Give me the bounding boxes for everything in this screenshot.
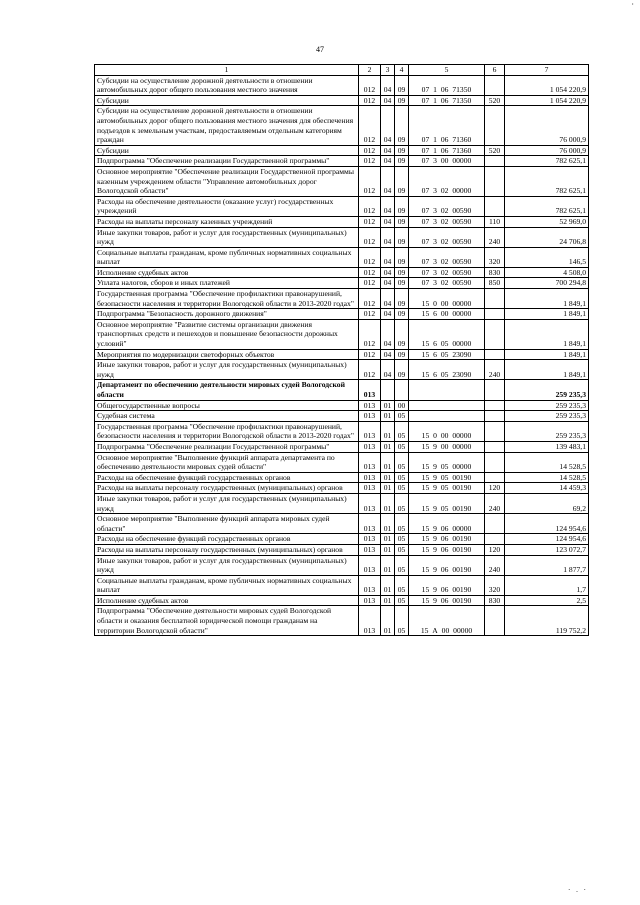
cell-sum: 14 459,3 (505, 483, 589, 494)
table-row (95, 166, 589, 196)
table-row (95, 575, 589, 595)
cell-ved: 012 (359, 247, 381, 267)
cell-ved: 013 (359, 493, 381, 513)
cell-ved: 013 (359, 544, 381, 555)
cell-name: Социальные выплаты гражданам, кроме публичных нормативных социальных выплат (95, 575, 359, 595)
cell-target-article: 15 9 06 00000 (409, 514, 485, 534)
table-row (95, 75, 589, 95)
cell-razdel: 01 (381, 606, 395, 636)
cell-ved: 012 (359, 267, 381, 278)
cell-name: Расходы на обеспечение функций государственных органов (95, 472, 359, 483)
cell-razdel: 04 (381, 145, 395, 156)
cell-razdel: 04 (381, 278, 395, 289)
cell-ved: 012 (359, 319, 381, 349)
table-header (95, 65, 589, 76)
cell-razdel: 04 (381, 75, 395, 95)
cell-ved: 013 (359, 595, 381, 606)
cell-razdel: 01 (381, 575, 395, 595)
table-row (95, 606, 589, 636)
cell-target-article: 15 9 06 00190 (409, 575, 485, 595)
cell-target-article (409, 400, 485, 411)
cell-name: Департамент по обеспечению деятельности мировых судей Вологодской области (95, 380, 359, 400)
header-col-5: 5 (409, 65, 485, 76)
cell-sum: 124 954,6 (505, 534, 589, 545)
cell-sum: 1 849,1 (505, 360, 589, 380)
cell-sum: 259 235,3 (505, 400, 589, 411)
cell-sum: 1,7 (505, 575, 589, 595)
cell-ved: 013 (359, 452, 381, 472)
cell-sum: 1 849,1 (505, 319, 589, 349)
cell-target-article: 07 3 02 00000 (409, 166, 485, 196)
cell-target-article: 15 9 06 00190 (409, 555, 485, 575)
cell-name: Социальные выплаты гражданам, кроме публичных нормативных социальных выплат (95, 247, 359, 267)
cell-target-article: 07 3 02 00590 (409, 278, 485, 289)
header-col-3: 3 (381, 65, 395, 76)
cell-ved: 013 (359, 575, 381, 595)
cell-razdel: 04 (381, 156, 395, 167)
cell-name: Исполнение судебных актов (95, 267, 359, 278)
cell-ved: 012 (359, 166, 381, 196)
cell-sum: 1 849,1 (505, 289, 589, 309)
cell-expense-type: 240 (485, 227, 505, 247)
cell-expense-type (485, 411, 505, 422)
corner-mark: · (631, 0, 634, 9)
cell-razdel: 01 (381, 472, 395, 483)
cell-podrazdel: 05 (395, 493, 409, 513)
cell-expense-type (485, 421, 505, 441)
header-col-7: 7 (505, 65, 589, 76)
cell-sum: 124 954,6 (505, 514, 589, 534)
cell-podrazdel: 05 (395, 534, 409, 545)
cell-ved: 013 (359, 514, 381, 534)
cell-podrazdel: 05 (395, 421, 409, 441)
table-row (95, 472, 589, 483)
cell-target-article: 07 1 06 71350 (409, 75, 485, 95)
cell-name: Иные закупки товаров, работ и услуг для государственных (муниципальных) нужд (95, 227, 359, 247)
table-row (95, 441, 589, 452)
cell-expense-type: 240 (485, 555, 505, 575)
cell-name: Расходы на обеспечение функций государственных органов (95, 534, 359, 545)
cell-ved: 012 (359, 289, 381, 309)
cell-sum: 4 508,0 (505, 267, 589, 278)
cell-podrazdel: 05 (395, 555, 409, 575)
cell-ved: 013 (359, 555, 381, 575)
cell-target-article: 07 3 02 00590 (409, 196, 485, 216)
cell-razdel: 04 (381, 196, 395, 216)
cell-razdel: 04 (381, 267, 395, 278)
cell-name: Субсидии (95, 95, 359, 106)
cell-target-article: 07 3 00 00000 (409, 156, 485, 167)
cell-razdel: 04 (381, 289, 395, 309)
cell-ved: 013 (359, 606, 381, 636)
cell-target-article: 15 9 06 00190 (409, 544, 485, 555)
cell-ved: 012 (359, 75, 381, 95)
header-col-2: 2 (359, 65, 381, 76)
cell-razdel: 01 (381, 411, 395, 422)
cell-ved: 013 (359, 380, 381, 400)
cell-razdel: 04 (381, 95, 395, 106)
cell-razdel: 01 (381, 483, 395, 494)
cell-target-article (409, 411, 485, 422)
cell-podrazdel: 05 (395, 544, 409, 555)
cell-ved: 012 (359, 360, 381, 380)
cell-sum: 1 877,7 (505, 555, 589, 575)
table-row (95, 514, 589, 534)
cell-ved: 012 (359, 349, 381, 360)
cell-target-article: 07 3 02 00590 (409, 216, 485, 227)
table-row (95, 289, 589, 309)
cell-expense-type: 240 (485, 360, 505, 380)
cell-podrazdel: 09 (395, 95, 409, 106)
cell-target-article: 15 6 05 00000 (409, 319, 485, 349)
cell-ved: 012 (359, 216, 381, 227)
cell-razdel: 04 (381, 166, 395, 196)
cell-name: Подпрограмма "Обеспечение реализации Государственной программы" (95, 156, 359, 167)
cell-expense-type (485, 166, 505, 196)
cell-ved: 013 (359, 483, 381, 494)
header-col-6: 6 (485, 65, 505, 76)
cell-expense-type (485, 156, 505, 167)
cell-target-article: 07 3 02 00590 (409, 267, 485, 278)
cell-podrazdel: 05 (395, 452, 409, 472)
cell-target-article: 15 9 05 00190 (409, 472, 485, 483)
cell-sum: 259 235,3 (505, 421, 589, 441)
table-body (95, 75, 589, 636)
cell-expense-type (485, 196, 505, 216)
cell-target-article (409, 380, 485, 400)
cell-razdel: 01 (381, 421, 395, 441)
cell-sum: 1 849,1 (505, 349, 589, 360)
table-row (95, 196, 589, 216)
cell-razdel: 01 (381, 595, 395, 606)
cell-razdel: 04 (381, 216, 395, 227)
bottom-mark: · . · (568, 886, 588, 894)
cell-target-article: 15 9 05 00190 (409, 493, 485, 513)
cell-expense-type (485, 349, 505, 360)
cell-name: Мероприятия по модернизации светофорных объектов (95, 349, 359, 360)
page-number: 47 (316, 45, 324, 54)
table-row (95, 309, 589, 320)
table-row (95, 95, 589, 106)
cell-sum: 1 849,1 (505, 309, 589, 320)
cell-expense-type: 830 (485, 267, 505, 278)
table-row (95, 411, 589, 422)
budget-table (94, 64, 589, 636)
cell-target-article: 15 0 00 00000 (409, 421, 485, 441)
cell-razdel: 04 (381, 319, 395, 349)
cell-name: Основное мероприятие "Обеспечение реализации Государственной программы казенным учреждением области "Управление автомобильных дорог Вологодской области" (95, 166, 359, 196)
table-row (95, 247, 589, 267)
cell-expense-type: 320 (485, 575, 505, 595)
cell-sum: 14 528,5 (505, 472, 589, 483)
cell-expense-type: 320 (485, 247, 505, 267)
cell-razdel: 01 (381, 493, 395, 513)
cell-target-article: 15 А 00 00000 (409, 606, 485, 636)
cell-razdel: 04 (381, 247, 395, 267)
cell-expense-type (485, 75, 505, 95)
cell-expense-type (485, 452, 505, 472)
cell-podrazdel: 05 (395, 595, 409, 606)
cell-ved: 012 (359, 106, 381, 145)
cell-sum: 259 235,3 (505, 380, 589, 400)
cell-podrazdel: 09 (395, 106, 409, 145)
cell-podrazdel: 05 (395, 514, 409, 534)
cell-name: Субсидии на осуществление дорожной деятельности в отношении автомобильных дорог общего пользования местного значения для обеспечения подъездов к земельным участкам, предоставляемым отдельным категориям граждан (95, 106, 359, 145)
cell-expense-type (485, 441, 505, 452)
cell-sum: 123 072,7 (505, 544, 589, 555)
cell-target-article: 15 6 00 00000 (409, 309, 485, 320)
cell-name: Иные закупки товаров, работ и услуг для государственных (муниципальных) нужд (95, 555, 359, 575)
cell-razdel: 04 (381, 349, 395, 360)
cell-expense-type (485, 309, 505, 320)
cell-sum: 700 294,8 (505, 278, 589, 289)
cell-name: Иные закупки товаров, работ и услуг для государственных (муниципальных) нужд (95, 360, 359, 380)
cell-podrazdel: 00 (395, 400, 409, 411)
cell-podrazdel: 09 (395, 267, 409, 278)
cell-name: Судебная система (95, 411, 359, 422)
cell-razdel: 01 (381, 534, 395, 545)
cell-name: Иные закупки товаров, работ и услуг для государственных (муниципальных) нужд (95, 493, 359, 513)
cell-podrazdel: 05 (395, 575, 409, 595)
cell-podrazdel: 09 (395, 247, 409, 267)
cell-sum: 2,5 (505, 595, 589, 606)
table-row (95, 349, 589, 360)
header-row (95, 65, 589, 76)
table-row (95, 156, 589, 167)
cell-target-article: 07 3 02 00590 (409, 247, 485, 267)
cell-ved: 013 (359, 472, 381, 483)
cell-name: Исполнение судебных актов (95, 595, 359, 606)
cell-expense-type: 110 (485, 216, 505, 227)
cell-expense-type (485, 400, 505, 411)
cell-target-article: 07 1 06 71360 (409, 106, 485, 145)
cell-target-article: 07 1 06 71360 (409, 145, 485, 156)
cell-sum: 139 483,1 (505, 441, 589, 452)
cell-ved: 012 (359, 156, 381, 167)
cell-razdel: 01 (381, 555, 395, 575)
cell-target-article: 15 9 05 00000 (409, 452, 485, 472)
cell-sum: 76 000,9 (505, 106, 589, 145)
cell-target-article: 15 0 00 00000 (409, 289, 485, 309)
cell-razdel: 04 (381, 309, 395, 320)
cell-podrazdel: 09 (395, 227, 409, 247)
cell-expense-type (485, 106, 505, 145)
cell-razdel: 04 (381, 106, 395, 145)
cell-name: Основное мероприятие "Выполнение функций аппарата департамента по обеспечению деятельности мировых судей области" (95, 452, 359, 472)
table-row (95, 267, 589, 278)
cell-target-article: 15 9 05 00190 (409, 483, 485, 494)
cell-ved: 012 (359, 227, 381, 247)
cell-expense-type: 830 (485, 595, 505, 606)
cell-sum: 782 625,1 (505, 156, 589, 167)
cell-podrazdel: 09 (395, 196, 409, 216)
cell-name: Государственная программа "Обеспечение профилактики правонарушений, безопасности населения и территории Вологодской области в 2013-2020 годах" (95, 421, 359, 441)
table-row (95, 106, 589, 145)
cell-target-article: 07 3 02 00590 (409, 227, 485, 247)
cell-name: Основное мероприятие "Развитие системы организации движения транспортных средств и пешеходов и повышение безопасности дорожных условий" (95, 319, 359, 349)
cell-expense-type (485, 534, 505, 545)
cell-sum: 1 054 220,9 (505, 95, 589, 106)
cell-name: Подпрограмма "Безопасность дорожного движения" (95, 309, 359, 320)
cell-razdel: 01 (381, 400, 395, 411)
cell-name: Уплата налогов, сборов и иных платежей (95, 278, 359, 289)
cell-target-article: 15 9 06 00190 (409, 534, 485, 545)
cell-podrazdel: 09 (395, 309, 409, 320)
table-row (95, 278, 589, 289)
cell-target-article: 15 6 05 23090 (409, 360, 485, 380)
cell-sum: 1 054 220,9 (505, 75, 589, 95)
cell-podrazdel: 09 (395, 145, 409, 156)
cell-expense-type: 850 (485, 278, 505, 289)
cell-podrazdel: 09 (395, 216, 409, 227)
table-row (95, 380, 589, 400)
cell-name: Подпрограмма "Обеспечение деятельности мировых судей Вологодской области и оказания бесплатной юридической помощи гражданам на территории Вологодской области" (95, 606, 359, 636)
header-col-1: 1 (95, 65, 359, 76)
cell-podrazdel: 09 (395, 75, 409, 95)
cell-ved: 012 (359, 145, 381, 156)
cell-expense-type (485, 289, 505, 309)
cell-target-article: 15 6 05 23090 (409, 349, 485, 360)
cell-name: Расходы на выплаты персоналу государственных (муниципальных) органов (95, 483, 359, 494)
cell-expense-type: 120 (485, 483, 505, 494)
cell-sum: 69,2 (505, 493, 589, 513)
table-row (95, 493, 589, 513)
cell-podrazdel: 09 (395, 289, 409, 309)
table-row (95, 227, 589, 247)
cell-ved: 013 (359, 441, 381, 452)
table-row (95, 595, 589, 606)
cell-razdel: 04 (381, 227, 395, 247)
cell-podrazdel: 05 (395, 411, 409, 422)
cell-target-article: 15 9 06 00190 (409, 595, 485, 606)
cell-expense-type (485, 319, 505, 349)
table-row (95, 452, 589, 472)
cell-ved: 012 (359, 196, 381, 216)
cell-razdel: 04 (381, 360, 395, 380)
cell-sum: 14 528,5 (505, 452, 589, 472)
table-row (95, 421, 589, 441)
header-col-4: 4 (395, 65, 409, 76)
table-row (95, 360, 589, 380)
cell-target-article: 07 1 06 71350 (409, 95, 485, 106)
cell-name: Государственная программа "Обеспечение профилактики правонарушений, безопасности населения и территории Вологодской области в 2013-2020 годах" (95, 289, 359, 309)
cell-expense-type (485, 606, 505, 636)
cell-podrazdel: 05 (395, 472, 409, 483)
table-row (95, 145, 589, 156)
cell-sum: 146,5 (505, 247, 589, 267)
cell-sum: 52 969,0 (505, 216, 589, 227)
cell-ved: 012 (359, 278, 381, 289)
table-row (95, 319, 589, 349)
cell-ved: 013 (359, 421, 381, 441)
cell-podrazdel: 09 (395, 349, 409, 360)
cell-name: Субсидии (95, 145, 359, 156)
cell-razdel: 01 (381, 452, 395, 472)
cell-name: Расходы на обеспечение деятельности (оказание услуг) государственных учреждений (95, 196, 359, 216)
cell-podrazdel: 09 (395, 156, 409, 167)
cell-target-article: 15 9 00 00000 (409, 441, 485, 452)
cell-sum: 782 625,1 (505, 166, 589, 196)
cell-ved: 013 (359, 411, 381, 422)
table-row (95, 483, 589, 494)
cell-expense-type (485, 380, 505, 400)
cell-name: Основное мероприятие "Выполнение функций аппарата мировых судей области" (95, 514, 359, 534)
cell-ved: 012 (359, 309, 381, 320)
cell-expense-type (485, 514, 505, 534)
cell-ved: 013 (359, 400, 381, 411)
cell-name: Расходы на выплаты персоналу государственных (муниципальных) органов (95, 544, 359, 555)
cell-razdel: 01 (381, 441, 395, 452)
cell-podrazdel (395, 380, 409, 400)
table-row (95, 544, 589, 555)
cell-name: Общегосударственные вопросы (95, 400, 359, 411)
cell-ved: 013 (359, 534, 381, 545)
cell-razdel (381, 380, 395, 400)
cell-sum: 76 000,9 (505, 145, 589, 156)
cell-podrazdel: 09 (395, 319, 409, 349)
cell-expense-type: 240 (485, 493, 505, 513)
table-row (95, 534, 589, 545)
cell-ved: 012 (359, 95, 381, 106)
cell-razdel: 01 (381, 544, 395, 555)
cell-name: Субсидии на осуществление дорожной деятельности в отношении автомобильных дорог общего пользования местного значения (95, 75, 359, 95)
cell-podrazdel: 05 (395, 606, 409, 636)
table-row (95, 216, 589, 227)
cell-name: Подпрограмма "Обеспечение реализации Государственной программы" (95, 441, 359, 452)
cell-podrazdel: 05 (395, 483, 409, 494)
cell-expense-type (485, 472, 505, 483)
cell-podrazdel: 09 (395, 278, 409, 289)
cell-podrazdel: 05 (395, 441, 409, 452)
cell-sum: 782 625,1 (505, 196, 589, 216)
cell-podrazdel: 09 (395, 166, 409, 196)
table-row (95, 400, 589, 411)
cell-name: Расходы на выплаты персоналу казенных учреждений (95, 216, 359, 227)
cell-expense-type: 120 (485, 544, 505, 555)
cell-expense-type: 520 (485, 145, 505, 156)
cell-expense-type: 520 (485, 95, 505, 106)
cell-sum: 259 235,3 (505, 411, 589, 422)
cell-podrazdel: 09 (395, 360, 409, 380)
cell-sum: 119 752,2 (505, 606, 589, 636)
cell-sum: 24 706,8 (505, 227, 589, 247)
table-row (95, 555, 589, 575)
cell-razdel: 01 (381, 514, 395, 534)
